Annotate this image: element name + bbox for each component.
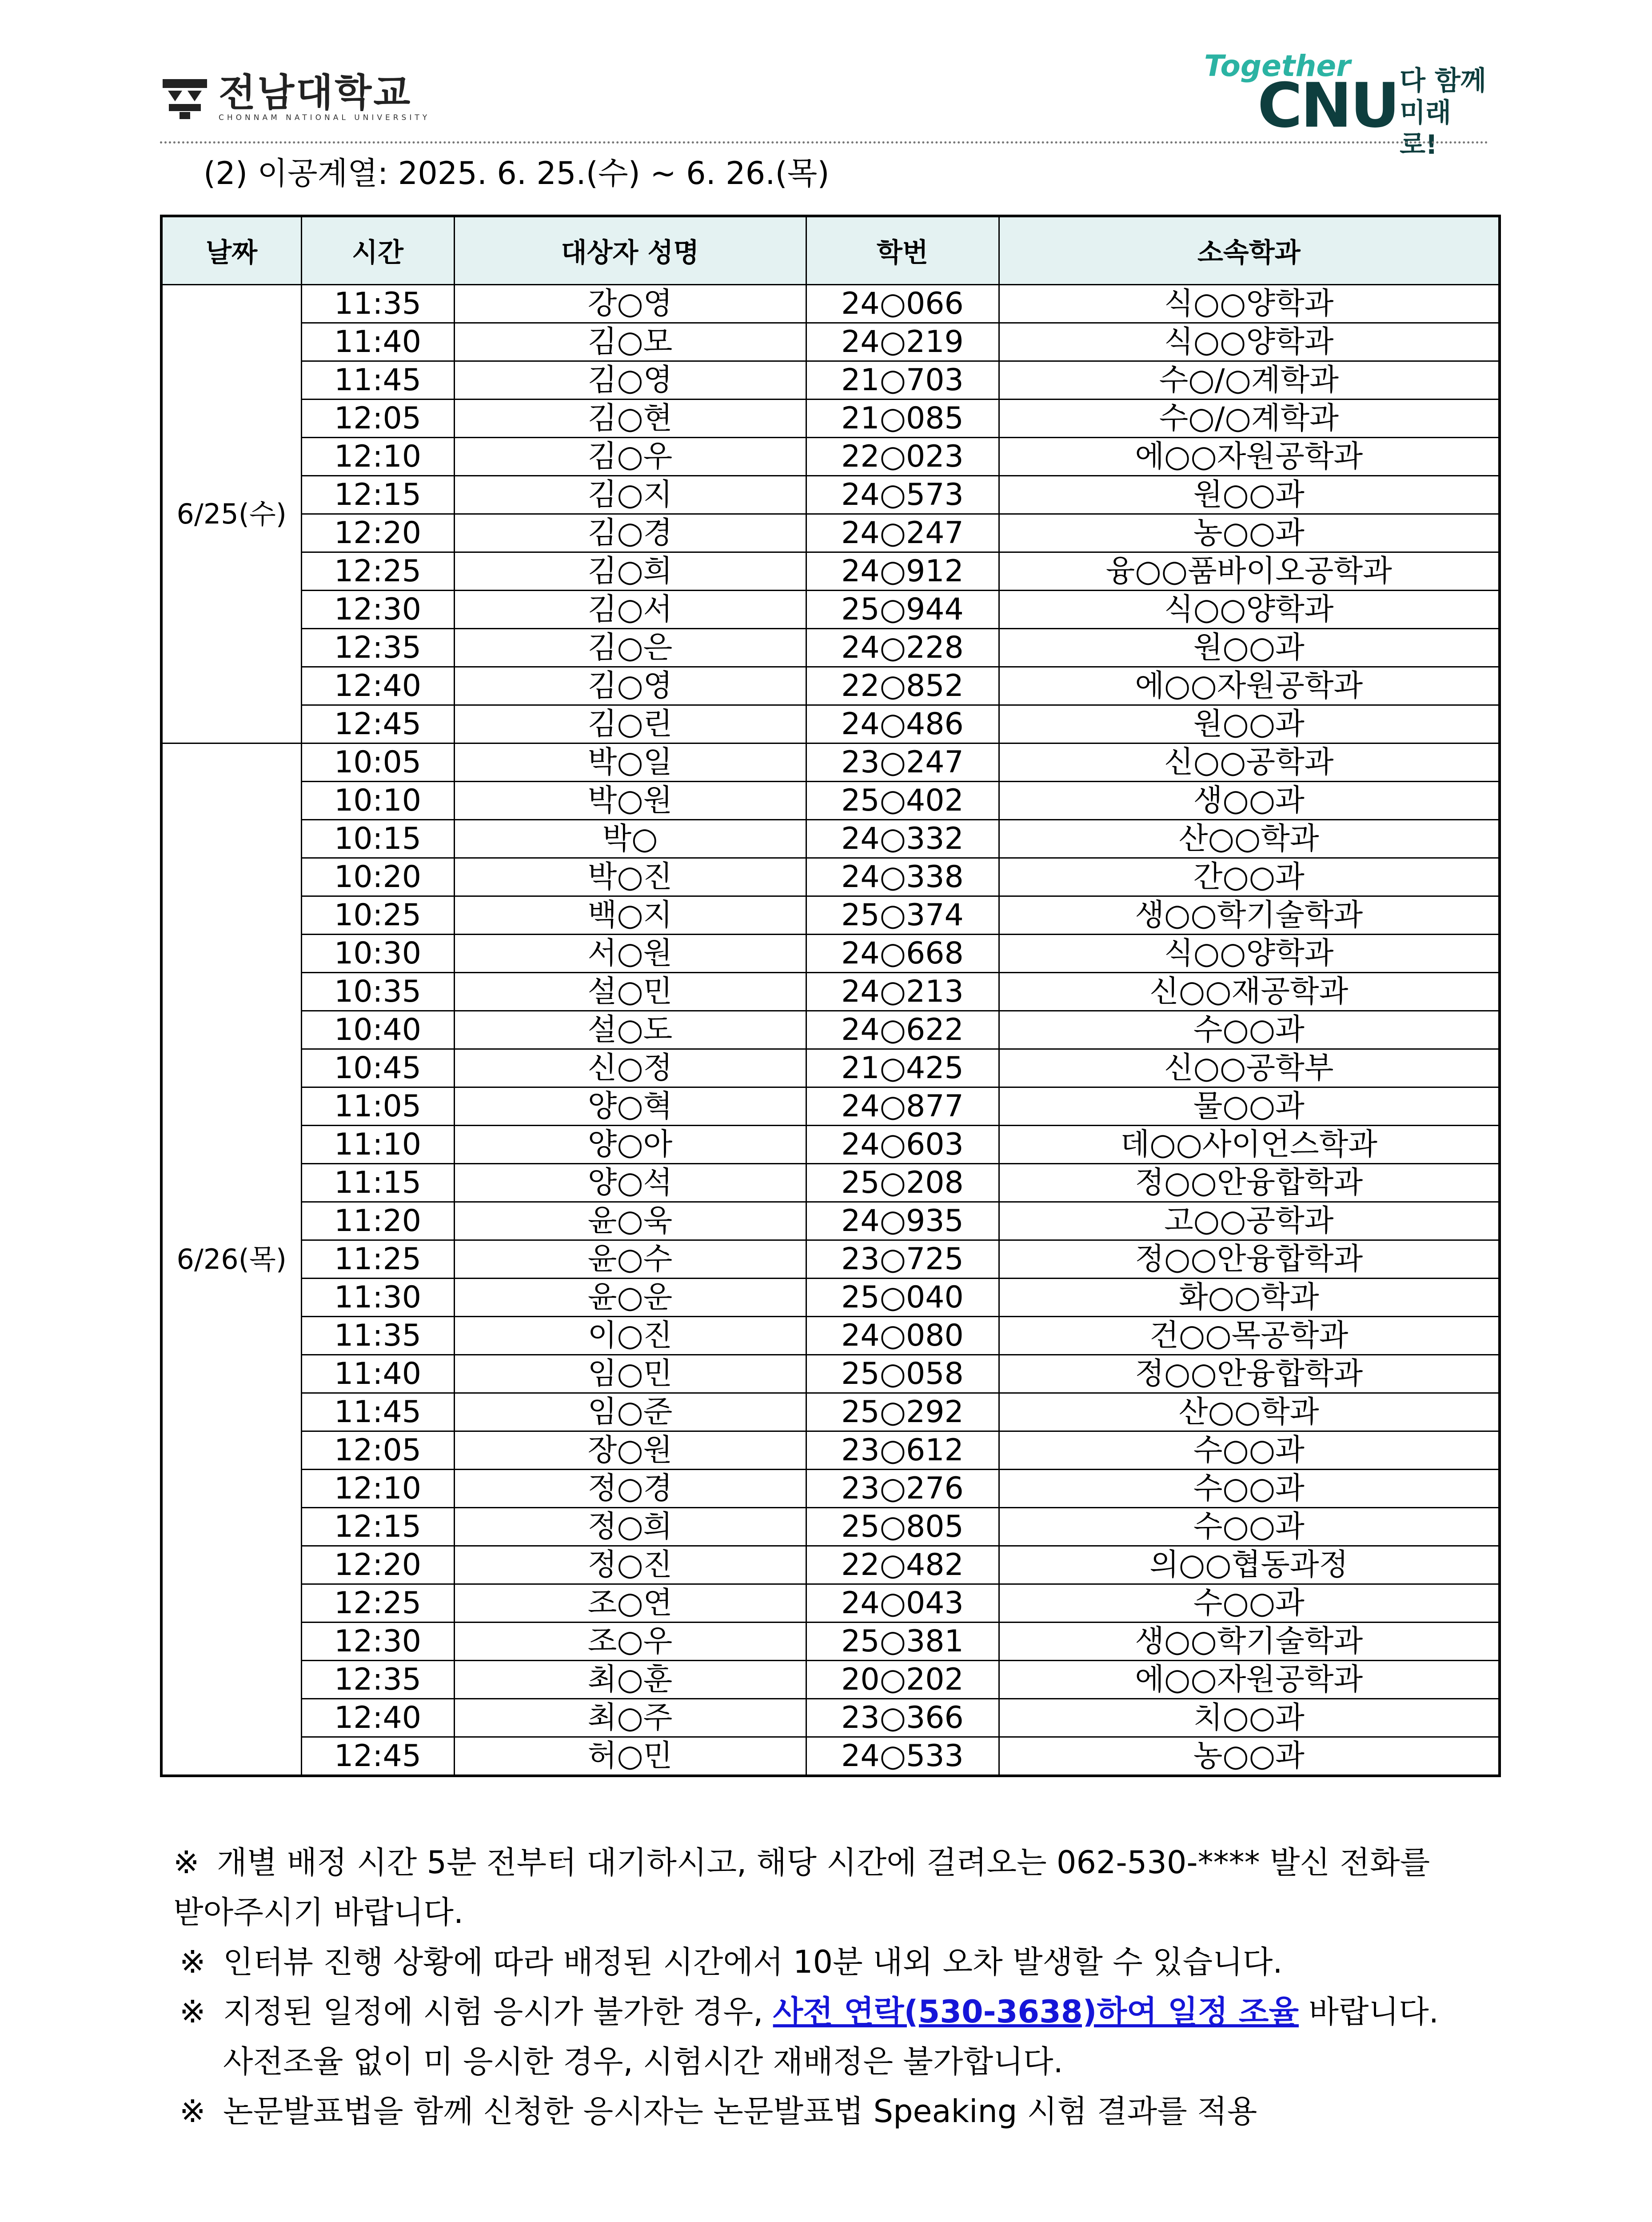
- note-1: [173, 1838, 1506, 1887]
- table-row: [161, 1470, 1500, 1508]
- table-row: [161, 400, 1500, 438]
- name-cell: 윤○수: [454, 1240, 806, 1279]
- table-row: [161, 514, 1500, 552]
- student-id-cell: 21○085: [806, 400, 999, 438]
- section-title: (2) 이공계열: 2025. 6. 25.(수) ~ 6. 26.(목): [204, 155, 830, 192]
- note-4-text: 논문발표법을 함께 신청한 응시자는 논문발표법 Speaking 시험 결과를 적용: [223, 2093, 1257, 2130]
- table-row: [161, 1164, 1500, 1202]
- time-cell: 12:20: [301, 1546, 454, 1584]
- name-cell: 김○은: [454, 629, 806, 667]
- note-3: [173, 1987, 1506, 2037]
- department-cell: 화○○학과: [999, 1279, 1500, 1317]
- department-cell: 원○○과: [999, 629, 1500, 667]
- time-cell: 12:25: [301, 1584, 454, 1623]
- department-cell: 생○○과: [999, 782, 1500, 820]
- student-id-cell: 24○486: [806, 705, 999, 743]
- student-id-cell: 24○935: [806, 1202, 999, 1240]
- table-row: [161, 1011, 1500, 1049]
- department-cell: 신○○공학과: [999, 743, 1500, 782]
- student-id-cell: 24○332: [806, 820, 999, 858]
- name-cell: 박○진: [454, 858, 806, 896]
- header-department: 소속학과: [999, 216, 1500, 285]
- date-cell: 6/26(목): [161, 743, 301, 1776]
- together-cnu-logo: [1204, 49, 1488, 160]
- student-id-cell: 25○058: [806, 1355, 999, 1393]
- header-divider: [160, 141, 1488, 144]
- department-cell: 정○○안융합학과: [999, 1240, 1500, 1279]
- table-row: [161, 1355, 1500, 1393]
- header-time: 시간: [301, 216, 454, 285]
- table-row: [161, 743, 1500, 782]
- department-cell: 융○○품바이오공학과: [999, 552, 1500, 591]
- note-3-text-2: 사전조율 없이 미 응시한 경우, 시험시간 재배정은 불가합니다.: [223, 2043, 1063, 2080]
- department-cell: 의○○협동과정: [999, 1546, 1500, 1584]
- student-id-cell: 24○043: [806, 1584, 999, 1623]
- student-id-cell: 25○381: [806, 1623, 999, 1661]
- table-row: [161, 935, 1500, 973]
- table-row: [161, 1126, 1500, 1164]
- department-cell: 생○○학기술학과: [999, 896, 1500, 935]
- time-cell: 10:20: [301, 858, 454, 896]
- department-cell: 에○○자원공학과: [999, 1661, 1500, 1699]
- table-row: [161, 973, 1500, 1011]
- slogan-line-2: 미래로!: [1400, 97, 1451, 160]
- header-date: 날짜: [161, 216, 301, 285]
- note-1-text: 개별 배정 시간 5분 전부터 대기하시고, 해당 시간에 걸려오는 062-530-**** 발신 전화를: [217, 1844, 1430, 1881]
- table-row: [161, 1202, 1500, 1240]
- time-cell: 12:10: [301, 1470, 454, 1508]
- name-cell: 김○영: [454, 361, 806, 400]
- table-row: [161, 782, 1500, 820]
- name-cell: 신○정: [454, 1049, 806, 1087]
- name-cell: 김○희: [454, 552, 806, 591]
- department-cell: 수○/○계학과: [999, 361, 1500, 400]
- student-id-cell: 22○852: [806, 667, 999, 705]
- brand-together: Together: [1204, 49, 1351, 83]
- header-name: 대상자 성명: [454, 216, 806, 285]
- student-id-cell: 24○338: [806, 858, 999, 896]
- student-id-cell: 24○219: [806, 323, 999, 361]
- table-row: [161, 1049, 1500, 1087]
- department-cell: 수○○과: [999, 1431, 1500, 1470]
- name-cell: 강○영: [454, 285, 806, 323]
- student-id-cell: 24○622: [806, 1011, 999, 1049]
- department-cell: 식○○양학과: [999, 935, 1500, 973]
- student-id-cell: 22○023: [806, 438, 999, 476]
- student-id-cell: 23○247: [806, 743, 999, 782]
- page-header: [160, 49, 1488, 160]
- student-id-cell: 25○040: [806, 1279, 999, 1317]
- department-cell: 산○○학과: [999, 1393, 1500, 1431]
- time-cell: 11:15: [301, 1164, 454, 1202]
- department-cell: 식○○양학과: [999, 285, 1500, 323]
- student-id-cell: 21○425: [806, 1049, 999, 1087]
- time-cell: 11:40: [301, 323, 454, 361]
- table-row: [161, 323, 1500, 361]
- student-id-cell: 24○066: [806, 285, 999, 323]
- note-mark: ※: [180, 2093, 206, 2130]
- table-row: [161, 285, 1500, 323]
- student-id-cell: 24○573: [806, 476, 999, 514]
- name-cell: 김○지: [454, 476, 806, 514]
- department-cell: 건○○목공학과: [999, 1317, 1500, 1355]
- time-cell: 10:25: [301, 896, 454, 935]
- time-cell: 10:30: [301, 935, 454, 973]
- time-cell: 12:10: [301, 438, 454, 476]
- time-cell: 11:45: [301, 361, 454, 400]
- name-cell: 최○훈: [454, 1661, 806, 1699]
- time-cell: 12:30: [301, 1623, 454, 1661]
- time-cell: 11:40: [301, 1355, 454, 1393]
- interview-schedule-table: [160, 215, 1501, 1777]
- table-row: [161, 896, 1500, 935]
- name-cell: 김○우: [454, 438, 806, 476]
- table-row: [161, 552, 1500, 591]
- student-id-cell: 24○912: [806, 552, 999, 591]
- department-cell: 수○/○계학과: [999, 400, 1500, 438]
- time-cell: 11:05: [301, 1087, 454, 1126]
- time-cell: 11:30: [301, 1279, 454, 1317]
- table-row: [161, 1508, 1500, 1546]
- time-cell: 10:05: [301, 743, 454, 782]
- time-cell: 11:45: [301, 1393, 454, 1431]
- time-cell: 12:45: [301, 705, 454, 743]
- department-cell: 물○○과: [999, 1087, 1500, 1126]
- note-2-text: 인터뷰 진행 상황에 따라 배정된 시간에서 10분 내외 오차 발생할 수 있습니다.: [223, 1944, 1283, 1980]
- student-id-cell: 24○533: [806, 1737, 999, 1776]
- student-id-cell: 23○725: [806, 1240, 999, 1279]
- name-cell: 김○린: [454, 705, 806, 743]
- name-cell: 백○지: [454, 896, 806, 935]
- table-row: [161, 1661, 1500, 1699]
- note-2: [173, 1937, 1506, 1987]
- department-cell: 간○○과: [999, 858, 1500, 896]
- department-cell: 정○○안융합학과: [999, 1355, 1500, 1393]
- time-cell: 12:05: [301, 1431, 454, 1470]
- student-id-cell: 24○228: [806, 629, 999, 667]
- time-cell: 10:35: [301, 973, 454, 1011]
- note-mark: ※: [173, 1844, 200, 1881]
- name-cell: 김○경: [454, 514, 806, 552]
- table-row: [161, 705, 1500, 743]
- department-cell: 수○○과: [999, 1584, 1500, 1623]
- note-4: [173, 2086, 1506, 2136]
- student-id-cell: 24○603: [806, 1126, 999, 1164]
- time-cell: 12:35: [301, 1661, 454, 1699]
- department-cell: 산○○학과: [999, 820, 1500, 858]
- department-cell: 원○○과: [999, 476, 1500, 514]
- table-row: [161, 1393, 1500, 1431]
- table-row: [161, 1584, 1500, 1623]
- table-row: [161, 591, 1500, 629]
- time-cell: 11:20: [301, 1202, 454, 1240]
- university-logo: [160, 73, 430, 122]
- name-cell: 윤○운: [454, 1279, 806, 1317]
- time-cell: 12:30: [301, 591, 454, 629]
- department-cell: 고○○공학과: [999, 1202, 1500, 1240]
- student-id-cell: 24○080: [806, 1317, 999, 1355]
- brand-cnu: CNU: [1257, 70, 1398, 141]
- table-row: [161, 1279, 1500, 1317]
- note-3-continued: [173, 2037, 1506, 2086]
- time-cell: 12:05: [301, 400, 454, 438]
- table-row: [161, 667, 1500, 705]
- department-cell: 신○○공학부: [999, 1049, 1500, 1087]
- name-cell: 양○석: [454, 1164, 806, 1202]
- name-cell: 설○민: [454, 973, 806, 1011]
- note-mark: ※: [180, 1994, 206, 2030]
- time-cell: 12:25: [301, 552, 454, 591]
- table-body: [161, 285, 1500, 1776]
- table-row: [161, 1431, 1500, 1470]
- contact-link[interactable]: 사전 연락(530-3638)하여 일정 조율: [773, 1994, 1299, 2030]
- department-cell: 수○○과: [999, 1470, 1500, 1508]
- time-cell: 11:10: [301, 1126, 454, 1164]
- name-cell: 양○혁: [454, 1087, 806, 1126]
- date-cell: 6/25(수): [161, 285, 301, 743]
- note-3-text: 지정된 일정에 시험 응시가 불가한 경우,: [223, 1994, 773, 2030]
- time-cell: 12:20: [301, 514, 454, 552]
- department-cell: 수○○과: [999, 1508, 1500, 1546]
- table-header-row: [161, 216, 1500, 285]
- student-id-cell: 24○247: [806, 514, 999, 552]
- student-id-cell: 22○482: [806, 1546, 999, 1584]
- table-row: [161, 629, 1500, 667]
- university-name-ko: 전남대학교: [219, 71, 412, 115]
- department-cell: 데○○사이언스학과: [999, 1126, 1500, 1164]
- student-id-cell: 25○805: [806, 1508, 999, 1546]
- name-cell: 박○: [454, 820, 806, 858]
- department-cell: 식○○양학과: [999, 591, 1500, 629]
- slogan-line-1: 다 함께: [1400, 65, 1486, 96]
- department-cell: 치○○과: [999, 1699, 1500, 1737]
- time-cell: 12:15: [301, 1508, 454, 1546]
- table-row: [161, 1623, 1500, 1661]
- time-cell: 10:45: [301, 1049, 454, 1087]
- name-cell: 김○현: [454, 400, 806, 438]
- name-cell: 임○민: [454, 1355, 806, 1393]
- table-row: [161, 1317, 1500, 1355]
- note-1-continued: [173, 1887, 1506, 1937]
- note-3-text-end: 바랍니다.: [1298, 1994, 1439, 2030]
- name-cell: 이○진: [454, 1317, 806, 1355]
- table-row: [161, 361, 1500, 400]
- table-row: [161, 438, 1500, 476]
- department-cell: 농○○과: [999, 514, 1500, 552]
- name-cell: 박○일: [454, 743, 806, 782]
- table-row: [161, 1546, 1500, 1584]
- student-id-cell: 24○877: [806, 1087, 999, 1126]
- student-id-cell: 23○612: [806, 1431, 999, 1470]
- name-cell: 정○경: [454, 1470, 806, 1508]
- name-cell: 윤○욱: [454, 1202, 806, 1240]
- time-cell: 12:40: [301, 1699, 454, 1737]
- time-cell: 12:45: [301, 1737, 454, 1776]
- name-cell: 임○준: [454, 1393, 806, 1431]
- table-row: [161, 1699, 1500, 1737]
- table-row: [161, 1087, 1500, 1126]
- time-cell: 10:10: [301, 782, 454, 820]
- brand-slogan: [1400, 65, 1488, 161]
- header-student-id: 학번: [806, 216, 999, 285]
- department-cell: 정○○안융합학과: [999, 1164, 1500, 1202]
- student-id-cell: 25○292: [806, 1393, 999, 1431]
- note-mark: ※: [180, 1944, 206, 1980]
- department-cell: 수○○과: [999, 1011, 1500, 1049]
- time-cell: 11:35: [301, 285, 454, 323]
- time-cell: 11:35: [301, 1317, 454, 1355]
- student-id-cell: 25○402: [806, 782, 999, 820]
- department-cell: 농○○과: [999, 1737, 1500, 1776]
- student-id-cell: 24○213: [806, 973, 999, 1011]
- name-cell: 양○아: [454, 1126, 806, 1164]
- table-row: [161, 858, 1500, 896]
- department-cell: 식○○양학과: [999, 323, 1500, 361]
- student-id-cell: 25○208: [806, 1164, 999, 1202]
- department-cell: 생○○학기술학과: [999, 1623, 1500, 1661]
- note-1-text-2: 받아주시기 바랍니다.: [173, 1894, 464, 1930]
- name-cell: 설○도: [454, 1011, 806, 1049]
- table-row: [161, 476, 1500, 514]
- name-cell: 장○원: [454, 1431, 806, 1470]
- name-cell: 김○영: [454, 667, 806, 705]
- time-cell: 10:15: [301, 820, 454, 858]
- table-row: [161, 1240, 1500, 1279]
- student-id-cell: 23○366: [806, 1699, 999, 1737]
- name-cell: 최○주: [454, 1699, 806, 1737]
- student-id-cell: 20○202: [806, 1661, 999, 1699]
- university-name-en: CHONNAM NATIONAL UNIVERSITY: [219, 113, 431, 122]
- name-cell: 김○서: [454, 591, 806, 629]
- student-id-cell: 21○703: [806, 361, 999, 400]
- student-id-cell: 23○276: [806, 1470, 999, 1508]
- time-cell: 11:25: [301, 1240, 454, 1279]
- table-row: [161, 820, 1500, 858]
- university-emblem-icon: [160, 75, 210, 121]
- name-cell: 조○우: [454, 1623, 806, 1661]
- name-cell: 박○원: [454, 782, 806, 820]
- department-cell: 신○○재공학과: [999, 973, 1500, 1011]
- student-id-cell: 24○668: [806, 935, 999, 973]
- department-cell: 원○○과: [999, 705, 1500, 743]
- student-id-cell: 25○944: [806, 591, 999, 629]
- notes: [173, 1838, 1506, 2136]
- name-cell: 허○민: [454, 1737, 806, 1776]
- name-cell: 정○진: [454, 1546, 806, 1584]
- time-cell: 12:15: [301, 476, 454, 514]
- time-cell: 12:40: [301, 667, 454, 705]
- name-cell: 조○연: [454, 1584, 806, 1623]
- student-id-cell: 25○374: [806, 896, 999, 935]
- department-cell: 에○○자원공학과: [999, 667, 1500, 705]
- time-cell: 10:40: [301, 1011, 454, 1049]
- name-cell: 서○원: [454, 935, 806, 973]
- table-row: [161, 1737, 1500, 1776]
- department-cell: 에○○자원공학과: [999, 438, 1500, 476]
- time-cell: 12:35: [301, 629, 454, 667]
- name-cell: 김○모: [454, 323, 806, 361]
- name-cell: 정○희: [454, 1508, 806, 1546]
